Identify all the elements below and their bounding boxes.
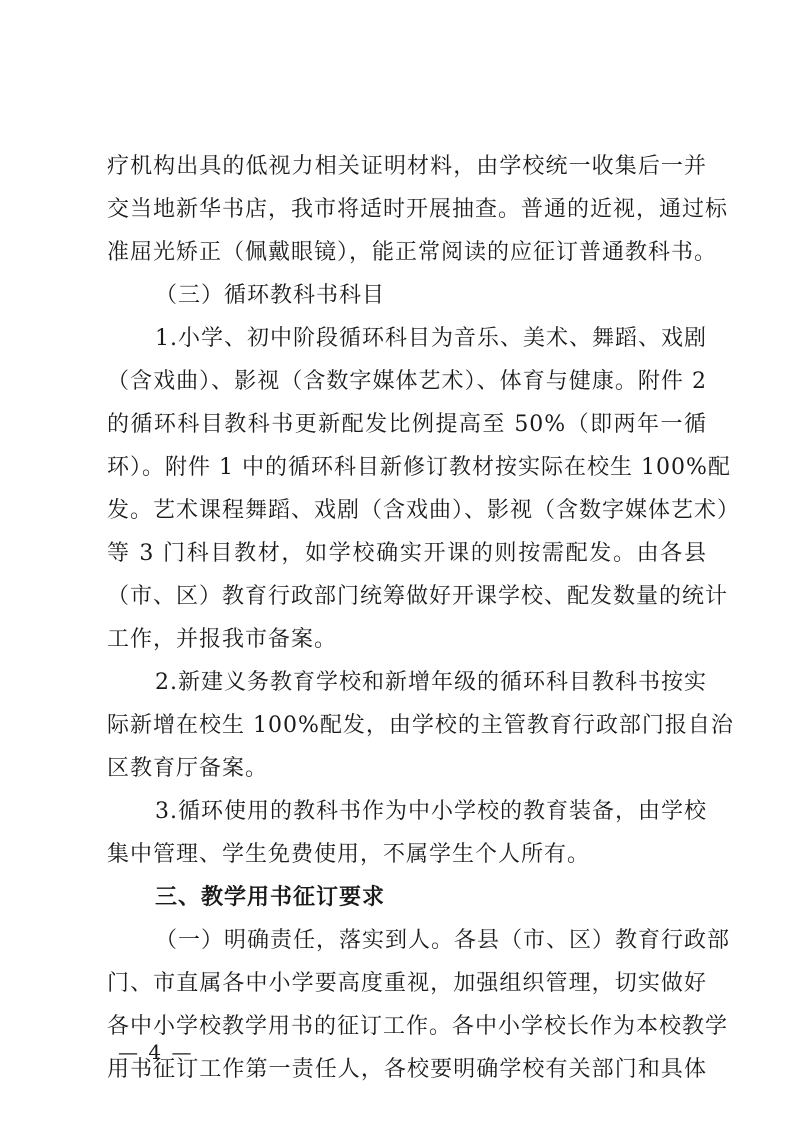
page-number: — 4 —	[118, 1040, 194, 1064]
paragraph-line: 门、市直属各中小学要高度重视，加强组织管理，切实做好	[107, 971, 707, 996]
body-text	[107, 145, 741, 1091]
paragraph-line: 3.循环使用的教科书作为中小学校的教育装备，由学校	[155, 799, 707, 824]
paragraph-line: 集中管理、学生免费使用，不属学生个人所有。	[107, 842, 591, 867]
paragraph-line: 的循环科目教科书更新配发比例提高至 50%（即两年一循	[107, 412, 707, 437]
paragraph-line: 2.新建义务教育学校和新增年级的循环科目教科书按实	[155, 670, 707, 695]
paragraph-line: 等 3 门科目教材，如学校确实开课的则按需配发。由各县	[107, 541, 707, 566]
paragraph-line: 发。艺术课程舞蹈、戏剧（含戏曲）、影视（含数字媒体艺术）	[107, 498, 741, 523]
section-heading: 三、教学用书征订要求	[155, 885, 386, 910]
paragraph-line: 各中小学校教学用书的征订工作。各中小学校长作为本校教学	[107, 1014, 729, 1039]
paragraph-line: 交当地新华书店，我市将适时开展抽查。普通的近视，通过标	[107, 197, 729, 222]
paragraph-line: 疗机构出具的低视力相关证明材料，由学校统一收集后一并	[107, 154, 707, 179]
paragraph-line: 用书征订工作第一责任人，各校要明确学校有关部门和具体	[107, 1057, 707, 1082]
paragraph-line: （一）明确责任，落实到人。各县（市、区）教育行政部	[155, 928, 731, 953]
paragraph-line: 准屈光矫正（佩戴眼镜），能正常阅读的应征订普通教科书。	[107, 240, 718, 265]
paragraph-line: 1.小学、初中阶段循环科目为音乐、美术、舞蹈、戏剧	[155, 326, 707, 351]
paragraph-line: 环）。附件 1 中的循环科目新修订教材按实际在校生 100%配	[107, 455, 731, 480]
paragraph-line: 际新增在校生 100%配发，由学校的主管教育行政部门报自治	[107, 713, 734, 738]
paragraph-line: 工作，并报我市备案。	[107, 627, 338, 652]
paragraph-line: （市、区）教育行政部门统筹做好开课学校、配发数量的统计	[107, 584, 729, 609]
section-subheading: （三）循环教科书科目	[155, 283, 386, 308]
paragraph-line: 区教育厅备案。	[107, 756, 269, 781]
paragraph-line: （含戏曲）、影视（含数字媒体艺术）、体育与健康。附件 2	[107, 369, 707, 394]
